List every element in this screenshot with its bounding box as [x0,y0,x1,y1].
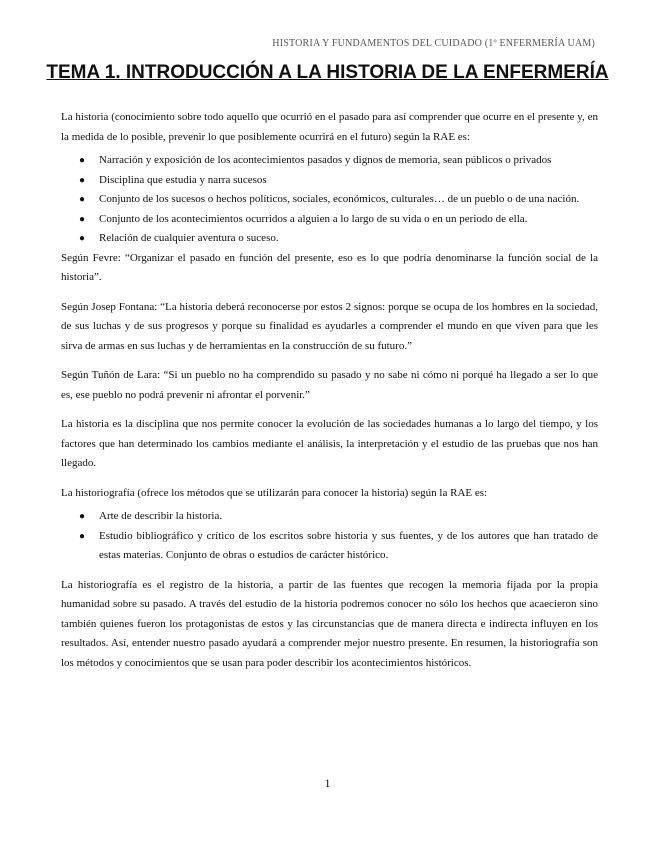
list-item-text: Disciplina que estudia y narra sucesos [99,173,267,186]
paragraph-historiografia-summary: La historiografía es el registro de la historia, a partir de las fuentes que recogen la memoria fijada por la propia humanidad sobre su pasado. A través del estudio de la historia podremos conocer no sólo los hechos que acaecieron sino también quienes fueron los protagonistas de estos y las circunstancias que de manera directa e indirecta influyen en los resultados. Así, entender nuestro pasado ayudará a comprender mejor nuestro presente. En resumen, la historiografía son los métodos y conocimientos que se usan para poder describir los acontecimientos históricos. [61,578,598,669]
list-item-text: Estudio bibliográfico y crítico de los escritos sobre historia y sus fuentes, y de los autores que han tratado de estas materias. Conjunto de obras o estudios de carácter histórico. [99,529,598,561]
list-item [79,527,598,566]
list-item [79,229,598,249]
list-item [79,210,598,230]
historia-definitions-list [61,151,598,249]
list-item-text: Relación de cualquier aventura o suceso. [99,232,279,244]
bullet-icon: ● [79,174,86,186]
list-item [79,151,598,171]
bullet-icon: ● [79,511,86,522]
bullet-icon: ● [79,530,86,542]
list-item [79,507,598,527]
bullet-icon: ● [79,233,86,244]
bullet-icon: ● [79,194,86,205]
paragraph-historiografia-definition: La historiografía (ofrece los métodos que se utilizarán para conocer la historia) según la RAE es: [61,486,488,499]
page-title: TEMA 1. INTRODUCCIÓN A LA HISTORIA DE LA ENFERMERÍA [46,62,609,83]
list-item-text: Narración y exposición de los acontecimientos pasados y dignos de memoria, sean públicos o privados [99,154,552,166]
paragraph-historia-definition: La historia (conocimiento sobre todo aquello que ocurrió en el pasado para así comprender que ocurre en el presente y, en la medida de lo posible, prevenir lo que posiblemente ocurrirá en el futuro) según la RAE es: [61,111,598,143]
document-body [61,108,598,673]
bullet-icon: ● [79,155,86,166]
paragraph-fevre-quote: Según Fevre: “Organizar el pasado en función del presente, eso es lo que podría denominarse la función social de la historia”. [61,251,598,283]
historiografia-definitions-list [61,507,598,566]
paragraph-historia-discipline: La historia es la disciplina que nos permite conocer la evolución de las sociedades humanas a lo largo del tiempo, y los factores que han determinado los cambios mediante el análisis, la interpretación y el estudio de las pruebas que nos han llegado. [61,418,598,469]
list-item-text: Conjunto de los acontecimientos ocurridos a alguien a lo largo de su vida o en un periodo de ella. [99,212,528,225]
paragraph-tunon-quote: Según Tuñón de Lara: “Si un pueblo no ha comprendido su pasado y no sabe ni cómo ni porqué ha llegado a ser lo que es, ese pueblo no podrá prevenir ni afrontar el porvenir.” [61,369,598,401]
page-number: 1 [324,776,331,790]
paragraph-fontana-quote: Según Josep Fontana: “La historia deberá reconocerse por estos 2 signos: porque se ocupa de los hombres en la sociedad, de sus luchas y de sus progresos y porque su finalidad es ayudarles a comprender el mundo en que viven para que les sirva de armas en sus luchas y de herramientas en la construcción de su futuro.” [61,300,598,352]
running-header: HISTORIA Y FUNDAMENTOS DEL CUIDADO (1º ENFERMERÍA UAM) [272,38,595,49]
bullet-icon: ● [79,213,86,225]
list-item-text: Arte de describir la historia. [99,510,223,522]
list-item [79,171,598,191]
list-item-text: Conjunto de los sucesos o hechos políticos, sociales, económicos, culturales… de un pueblo o de una nación. [99,193,580,205]
list-item [79,190,598,210]
